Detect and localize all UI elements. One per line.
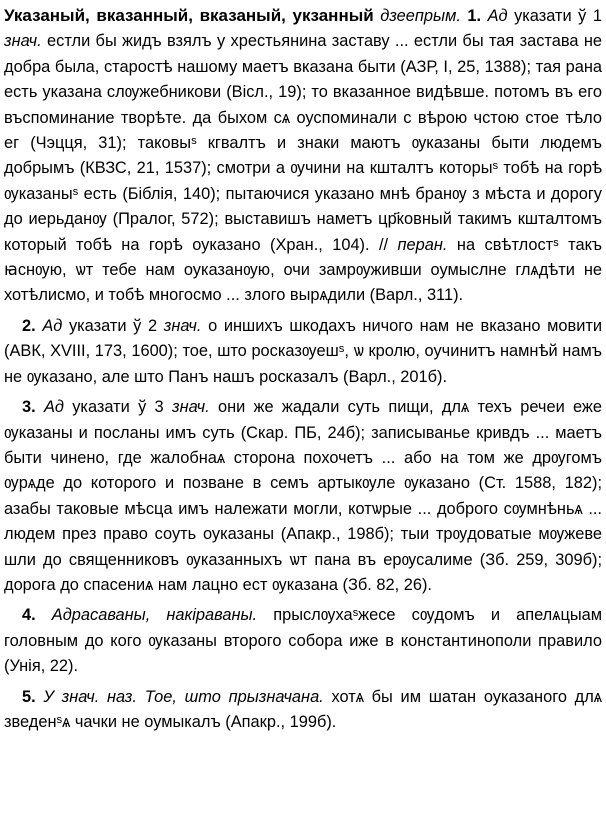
sense-text: хотѧ бы им шатан оуказаного длѧ зведенˢѧ чачки не оумыкалъ (Апакр., 199б).	[4, 687, 602, 731]
headword: Указаный, вказанный, вказаный, укзанный	[4, 6, 374, 25]
sense-text: прыслѹхаˢжесе сѹдомъ и апелѧцыам головным до кого ѹказаны второго собора иже в констaнтинополи правило (Унія, 22).	[4, 606, 602, 676]
figurative-label: перан.	[397, 235, 448, 254]
sense-text: о иншихъ шкодахъ ничого нам не вказано мовити (АВК, XVIII, 173, 1600); тое, што росказѹешˢ, ѡ кролю, оучинитъ намнѣй намъ не ѹказано, але што Панъ нашъ росказалъ (Варл., 201б).	[4, 316, 603, 386]
sense-number: 4.	[22, 606, 36, 625]
sense-label: У знач. наз. Тое, што прызначана.	[43, 687, 324, 706]
sense-prefix: указати ў 1	[514, 7, 602, 25]
sense-number: 1.	[467, 7, 482, 25]
sense-label: Ад	[43, 398, 64, 417]
sense-text: они же жадали суть пищи, длѧ техъ речеи еже ѹказаны и посланы имъ суть (Скар. ПБ, 24б); записыванье кривдъ ... маетъ быти чинено, где жалобнаѧ сторона похочетъ ... або на том же дрѹгомъ ѹрѧде до которого и позване в семъ артыкѹле ѹказано (Ст. 1588, 182); азабы таковые мѣсца имъ належати могли, котѡрые ... доброго сѹмнѣньѧ ... людем през право соуть оуказаны (Апакр., 198б); тыи трѹдоватые мѹжеве шли до священниковъ ѹказанныхъ ѡт пана въ ерѹсалиме (Зб. 259, 309б); дорога до спасениѧ нам лацно ест ѹказана (Зб. 82, 26).	[4, 398, 603, 594]
sense-number: 2.	[22, 316, 36, 335]
sense-text: естли бы жидъ взялъ у хрестьянина заставу ... естли бы тая застава не добра была, старостѣ нашому маетъ вказана быти (АЗР, I, 25, 1388); тая рана есть указана слѹжебникови (Вісл., 19); то вказанное видѣвше. потомъ въ его въспоминание творѣте. да быхом сѧ оуспоминали с вѣрою чстою стое тѣло ег (Чэцця, 31); таковыˢ кгвалтъ и знаки маютъ ѹказаны быти людемъ добрымъ (КВЗС, 21, 1537); смотри а ѹчини на кшталтъ которыˢ тобѣ на горѣ ѹказаныˢ есть (Біблія, 140); пытаючися указано мнѣ бранѹ з мѣста и дорогу до иерьданѹ (Пралог, 572); выставишъ наметъ цр҃ковный такимъ кшталтомъ который тобѣ на горѣ оуказано (Хран., 104). //	[4, 32, 602, 254]
sense-label-2: знач.	[171, 398, 210, 417]
entry-sense-1	[4, 3, 602, 309]
sense-number: 3.	[22, 398, 36, 417]
sense-label: Адрасаваны, накіраваны.	[51, 606, 258, 625]
entry-sense-5	[4, 685, 602, 736]
entry-sense-4	[4, 603, 602, 679]
sense-prefix: указати ў 2	[68, 316, 158, 335]
sense-label: Ад	[487, 7, 508, 25]
sense-number: 5.	[22, 687, 36, 706]
sense-prefix: указати ў 3	[72, 398, 164, 417]
sense-label-2: знач.	[4, 32, 42, 51]
entry-sense-2	[4, 314, 602, 390]
sense-text-2: на свѣтлостˢ такъ ꙗснѹю, ѡт тебе нам оуказанѹю, очи замрѹживши оумыслне глѧдѣти не хотѣлисмо, и тобѣ многосмо ... злого вырѧдили (Варл., 311).	[4, 235, 602, 305]
grammar-label: дзеепрым.	[380, 7, 461, 25]
sense-label-2: знач.	[163, 316, 202, 335]
entry-sense-3	[4, 395, 602, 598]
sense-label: Ад	[42, 316, 63, 335]
